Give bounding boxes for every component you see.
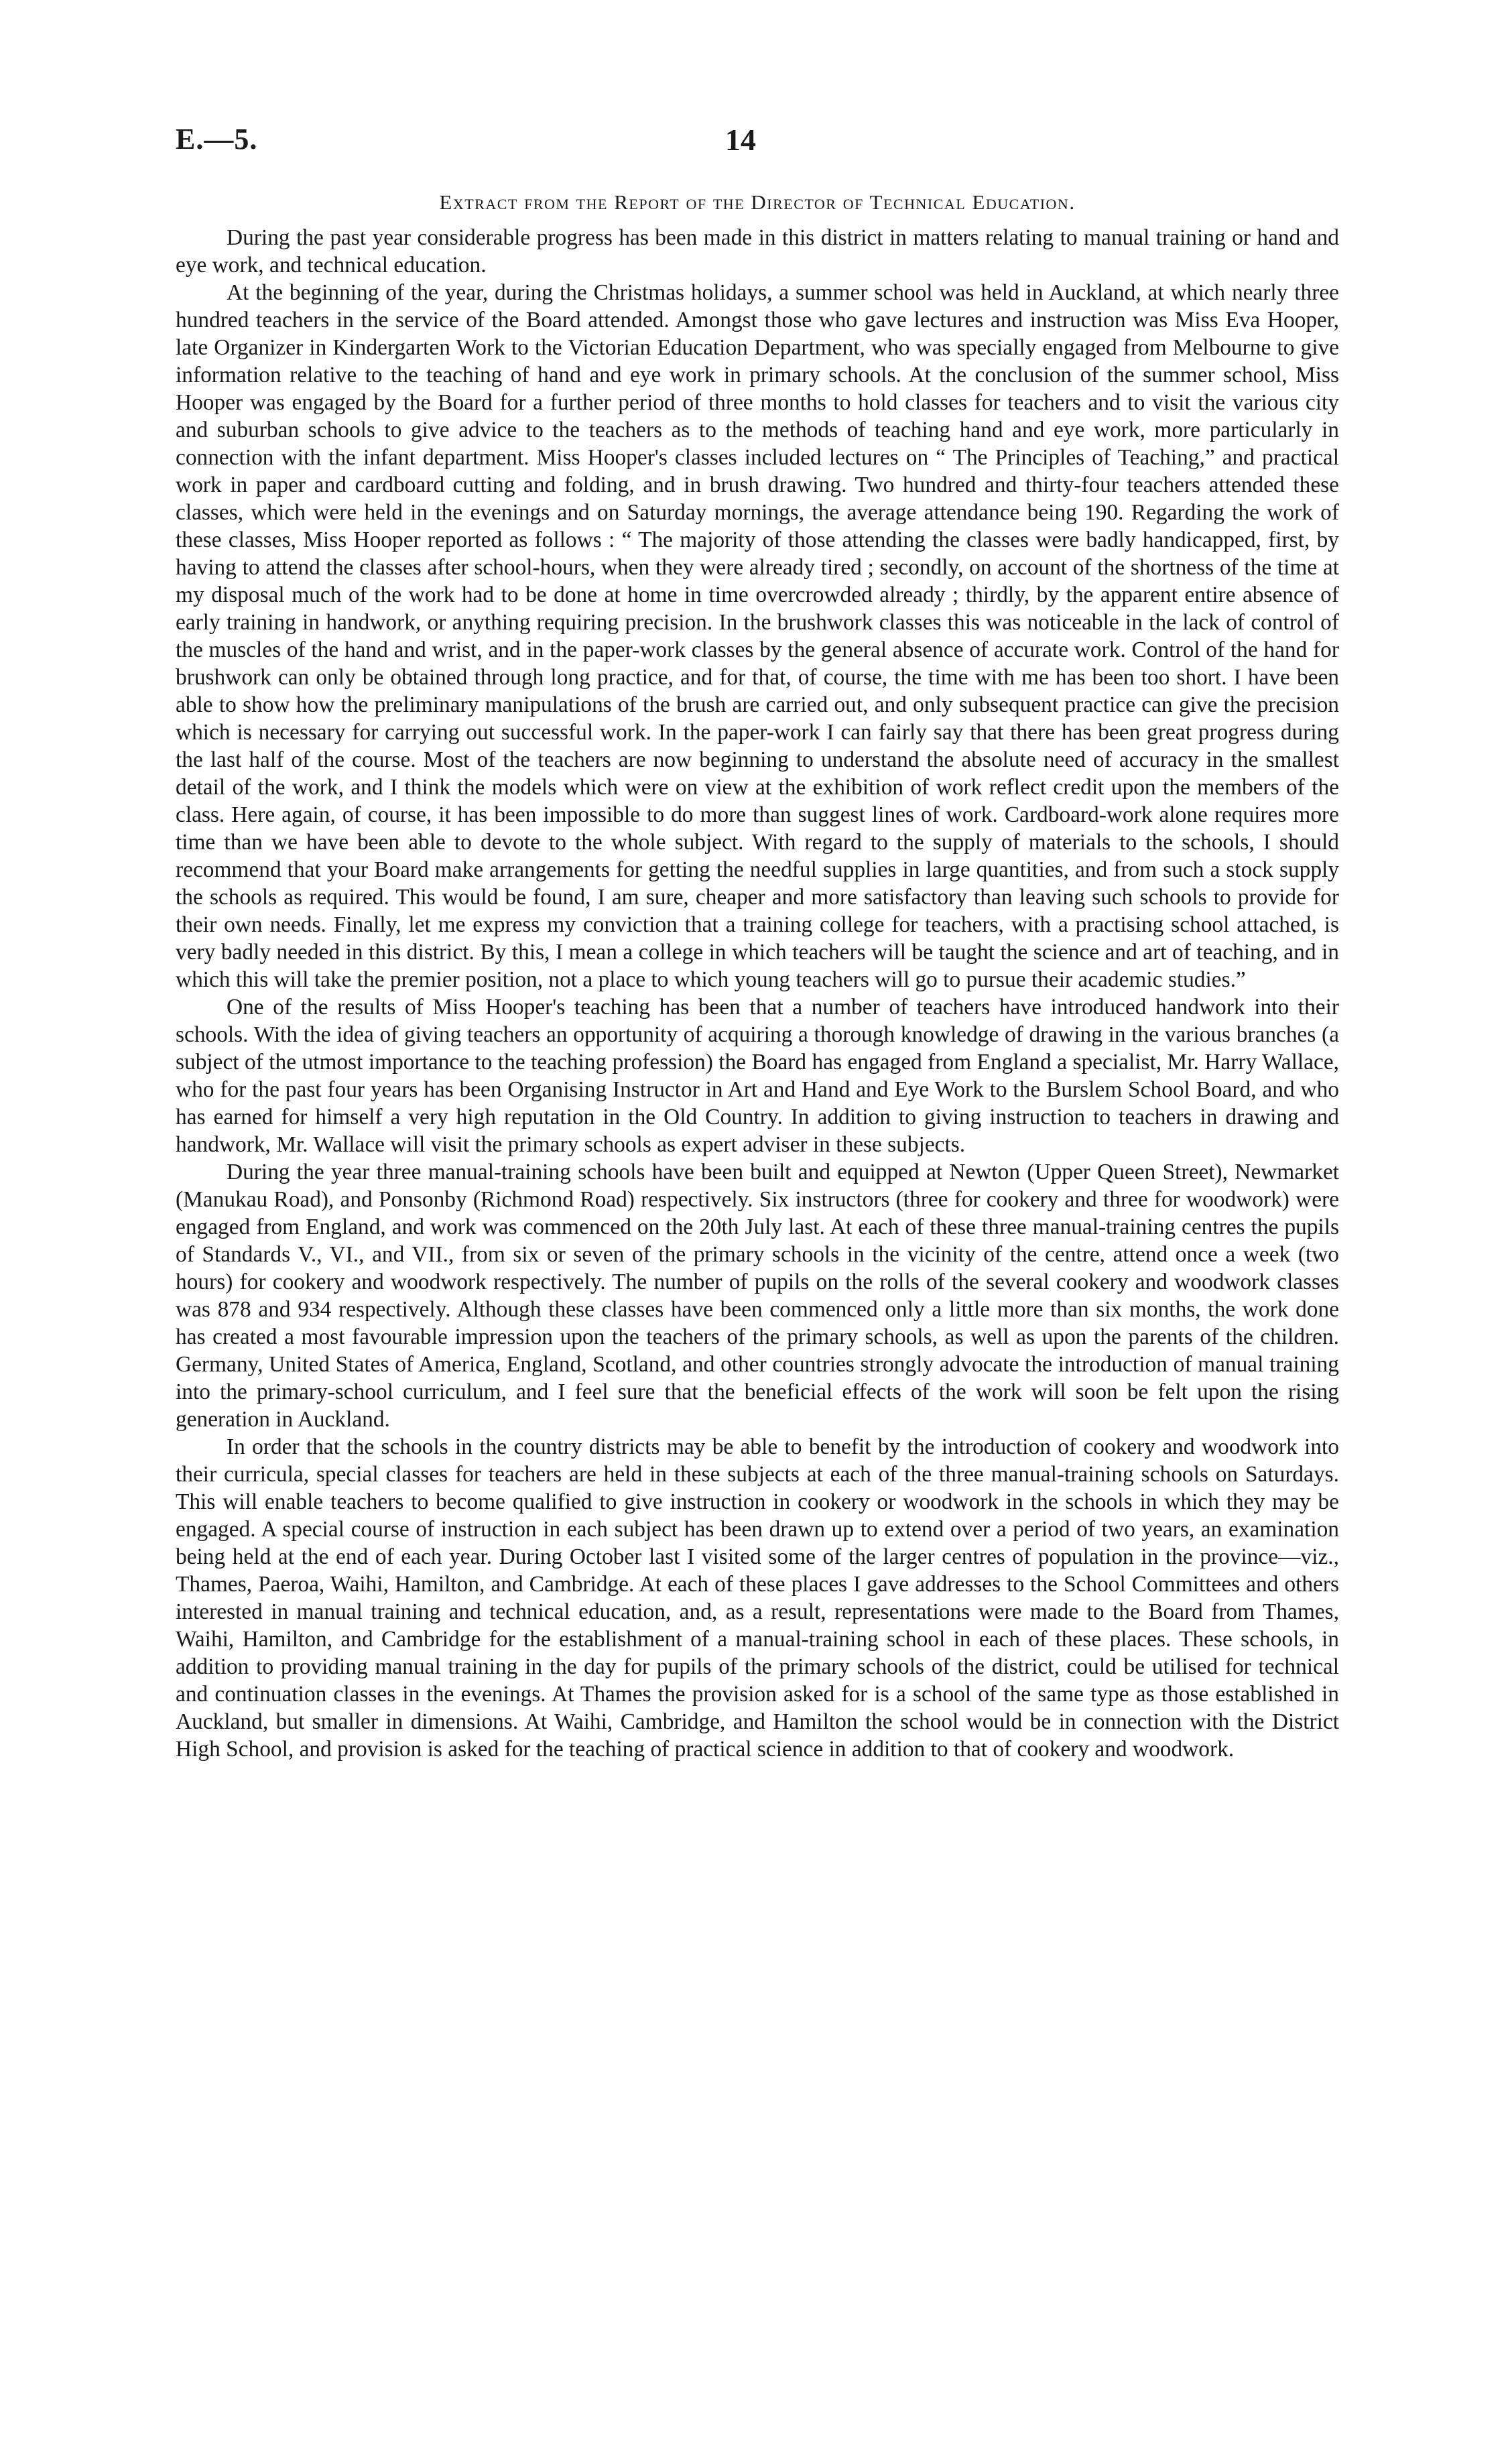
section-title: Extract from the Report of the Director of Technical Education.	[439, 190, 1076, 214]
paragraph-intro: During the past year considerable progress has been made in this district in matters relating to manual training or hand and eye work, and technical education.	[176, 225, 1339, 278]
paragraph-drawing-specialist: One of the results of Miss Hooper's teaching has been that a number of teachers have introduced handwork into their schools. With the idea of giving teachers an opportunity of acquiring a thorough knowledge of drawing in the various branches (a subject of the utmost importance to the teaching profession) the Board has engaged from England a specialist, Mr. Harry Wallace, who for the past four years has been Organising Instructor in Art and Hand and Eye Work to the Burslem School Board, and who has earned for himself a very high reputation in the Old Country. In addition to giving instruction to teachers in drawing and handwork, Mr. Wallace will visit the primary schools as expert adviser in these subjects.	[176, 995, 1339, 1157]
paragraph-country-districts: In order that the schools in the country districts may be able to benefit by the introduction of cookery and woodwork into their curricula, special classes for teachers are held in these subjects at each of the three manual-training schools on Saturdays. This will enable teachers to become qualified to give instruction in cookery or woodwork in the schools in which they may be engaged. A special course of instruction in each subject has been drawn up to extend over a period of two years, an examination being held at the end of each year. During October last I visited some of the larger centres of population in the province—viz., Thames, Paeroa, Waihi, Hamilton, and Cambridge. At each of these places I gave addresses to the School Committees and others interested in manual training and technical education, and, as a result, representations were made to the Board from Thames, Waihi, Hamilton, and Cambridge for the establishment of a manual-training school in each of these places. These schools, in addition to providing manual training in the day for pupils of the primary schools of the district, could be utilised for technical and continuation classes in the evenings. At Thames the provision asked for is a school of the same type as those established in Auckland, but smaller in dimensions. At Waihi, Cambridge, and Hamilton the school would be in connection with the District High School, and provision is asked for the teaching of practical science in addition to that of cookery and woodwork.	[176, 1434, 1339, 1762]
page-header	[176, 122, 1339, 169]
paragraph-summer-school: At the beginning of the year, during the Christmas holidays, a summer school was held in Auckland, at which nearly three hundred teachers in the service of the Board attended. Amongst those who gave lectures and instruction was Miss Eva Hooper, late Organizer in Kindergarten Work to the Victorian Education Department, who was specially engaged from Melbourne to give information relative to the teaching of hand and eye work in primary schools. At the conclusion of the summer school, Miss Hooper was engaged by the Board for a further period of three months to hold classes for teachers and to visit the various city and suburban schools to give advice to the teachers as to the methods of teaching hand and eye work, more particularly in connection with the infant department. Miss Hooper's classes included lectures on “ The Principles of Teaching,” and practical work in paper and cardboard cutting and folding, and in brush drawing. Two hundred and thirty-four teachers attended these classes, which were held in the evenings and on Saturday mornings, the average attendance being 190. Regarding the work of these classes, Miss Hooper reported as follows : “ The majority of those attending the classes were badly handicapped, first, by having to attend the classes after school-hours, when they were already tired ; secondly, on account of the shortness of the time at my disposal much of the work had to be done at home in time overcrowded already ; thirdly, by the apparent entire absence of early training in handwork, or anything requiring precision. In the brushwork classes this was noticeable in the lack of control of the muscles of the hand and wrist, and in the paper-work classes by the general absence of accurate work. Control of the hand for brushwork can only be obtained through long practice, and for that, of course, the time with me has been too short. I have been able to show how the preliminary manipulations of the brush are carried out, and only subsequent practice can give the precision which is necessary for carrying out successful work. In the paper-work I can fairly say that there has been great progress during the last half of the course. Most of the teachers are now beginning to understand the absolute need of accuracy in the smallest detail of the work, and I think the models which were on view at the exhibition of work reflect credit upon the members of the class. Here again, of course, it has been impossible to do more than suggest lines of work. Cardboard-work alone requires more time than we have been able to devote to the whole subject. With regard to the supply of materials to the schools, I should recommend that your Board make arrangements for getting the needful supplies in large quantities, and from such a stock supply the schools as required. This would be found, I am sure, cheaper and more satisfactory than leaving such schools to provide for their own needs. Finally, let me express my conviction that a training college for teachers, with a practising school attached, is very badly needed in this district. By this, I mean a college in which teachers will be taught the science and art of teaching, and in which this will take the premier position, not a place to which young teachers will go to pursue their academic studies.”	[176, 280, 1339, 992]
report-body	[176, 224, 1339, 1763]
paragraph-manual-training-schools: During the year three manual-training schools have been built and equipped at Newton (Upper Queen Street), Newmarket (Manukau Road), and Ponsonby (Richmond Road) respectively. Six instructors (three for cookery and three for woodwork) were engaged from England, and work was commenced on the 20th July last. At each of these three manual-training centres the pupils of Standards V., VI., and VII., from six or seven of the primary schools in the vicinity of the centre, attend once a week (two hours) for cookery and woodwork respectively. The number of pupils on the rolls of the several cookery and woodwork classes was 878 and 934 respectively. Although these classes have been commenced only a little more than six months, the work done has created a most favourable impression upon the teachers of the primary schools, as well as upon the parents of the children. Germany, United States of America, England, Scotland, and other countries strongly advocate the introduction of manual training into the primary-school curriculum, and I feel sure that the beneficial effects of the work will soon be felt upon the rising generation in Auckland.	[176, 1160, 1339, 1432]
page-number: 14	[725, 123, 756, 157]
document-reference: E.—5.	[176, 123, 258, 156]
